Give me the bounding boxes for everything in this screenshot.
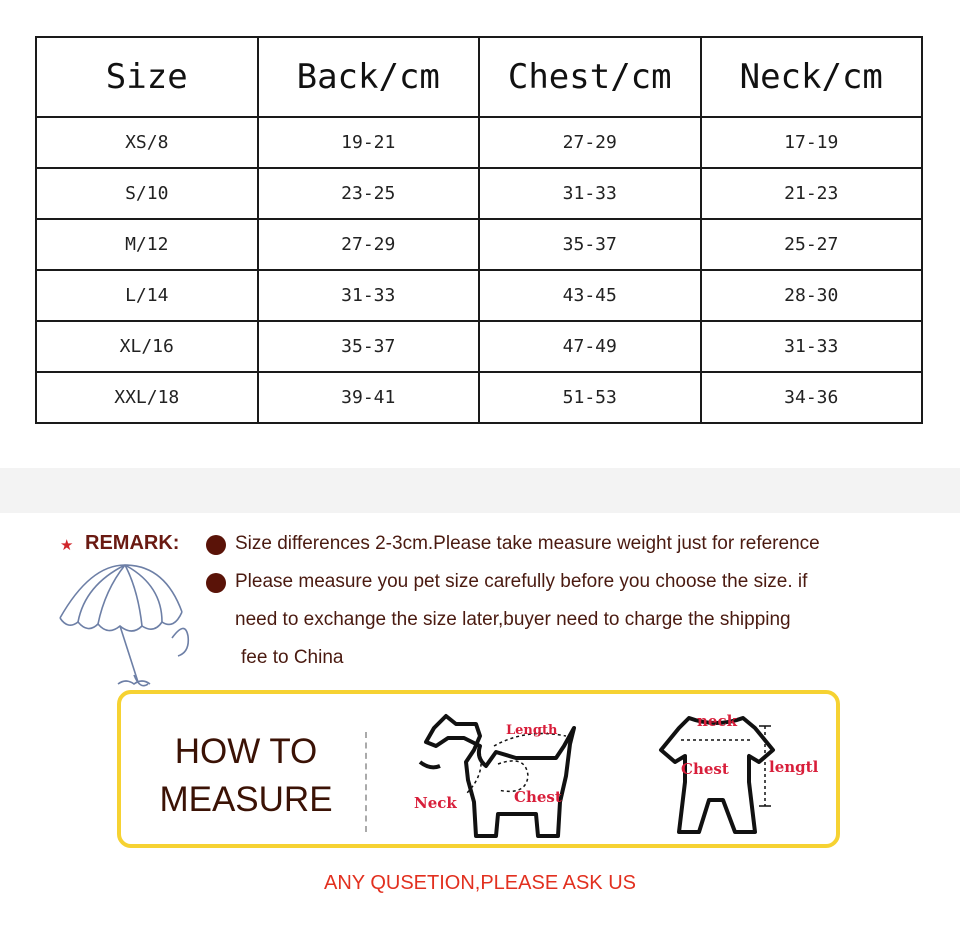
remark-label: REMARK:	[85, 532, 180, 554]
cell-back: 39-41	[258, 372, 480, 423]
dog-diagram	[406, 706, 616, 846]
remark-line-3: need to exchange the size later,buyer need to charge the shipping	[235, 609, 791, 630]
garment-diagram	[651, 710, 831, 840]
table-row	[36, 117, 922, 168]
cell-neck: 25-27	[701, 219, 923, 270]
shirt-neck-label: neck	[697, 712, 737, 730]
table-header-row	[36, 37, 922, 117]
bullet-icon	[206, 535, 226, 555]
cell-back: 27-29	[258, 219, 480, 270]
cell-neck: 17-19	[701, 117, 923, 168]
cell-chest: 35-37	[479, 219, 701, 270]
cell-size: XS/8	[36, 117, 258, 168]
dog-chest-label: Chest	[514, 788, 562, 806]
cell-size: XXL/18	[36, 372, 258, 423]
table-row	[36, 219, 922, 270]
gray-divider-band	[0, 468, 960, 513]
ask-us-footer: ANY QUSETION,PLEASE ASK US	[324, 872, 636, 894]
cell-chest: 43-45	[479, 270, 701, 321]
dog-neck-label: Neck	[414, 794, 457, 812]
cell-size: L/14	[36, 270, 258, 321]
cell-size: XL/16	[36, 321, 258, 372]
header-chest: Chest/cm	[479, 37, 701, 117]
measure-lines	[466, 734, 566, 794]
cell-neck: 21-23	[701, 168, 923, 219]
header-neck: Neck/cm	[701, 37, 923, 117]
size-table	[35, 36, 923, 424]
cell-size: M/12	[36, 219, 258, 270]
cell-back: 31-33	[258, 270, 480, 321]
bullet-icon	[206, 573, 226, 593]
cell-neck: 34-36	[701, 372, 923, 423]
table-row	[36, 168, 922, 219]
remark-line-1: Size differences 2-3cm.Please take measure weight just for reference	[235, 533, 820, 554]
cell-chest: 51-53	[479, 372, 701, 423]
cell-neck: 31-33	[701, 321, 923, 372]
shirt-chest-label: Chest	[681, 760, 729, 778]
cell-neck: 28-30	[701, 270, 923, 321]
cell-back: 23-25	[258, 168, 480, 219]
header-back: Back/cm	[258, 37, 480, 117]
dashed-divider	[365, 732, 367, 832]
table-row	[36, 270, 922, 321]
header-size: Size	[36, 37, 258, 117]
cell-chest: 47-49	[479, 321, 701, 372]
remark-line-4: fee to China	[241, 647, 344, 668]
table-row	[36, 372, 922, 423]
how-to-measure-title	[151, 728, 341, 824]
shirt-length-label: lengtl	[769, 758, 819, 776]
table-row	[36, 321, 922, 372]
cell-chest: 27-29	[479, 117, 701, 168]
star-icon: ★	[60, 537, 74, 554]
how-to-measure-box	[117, 690, 840, 848]
cell-back: 35-37	[258, 321, 480, 372]
umbrella-icon	[50, 560, 200, 695]
how-to-title-line: HOW TO	[174, 732, 318, 771]
cell-back: 19-21	[258, 117, 480, 168]
measure-title-line: MEASURE	[159, 780, 333, 819]
cell-size: S/10	[36, 168, 258, 219]
dog-length-label: Length	[506, 723, 558, 738]
remark-line-2: Please measure you pet size carefully before you choose the size. if	[235, 571, 808, 592]
cell-chest: 31-33	[479, 168, 701, 219]
